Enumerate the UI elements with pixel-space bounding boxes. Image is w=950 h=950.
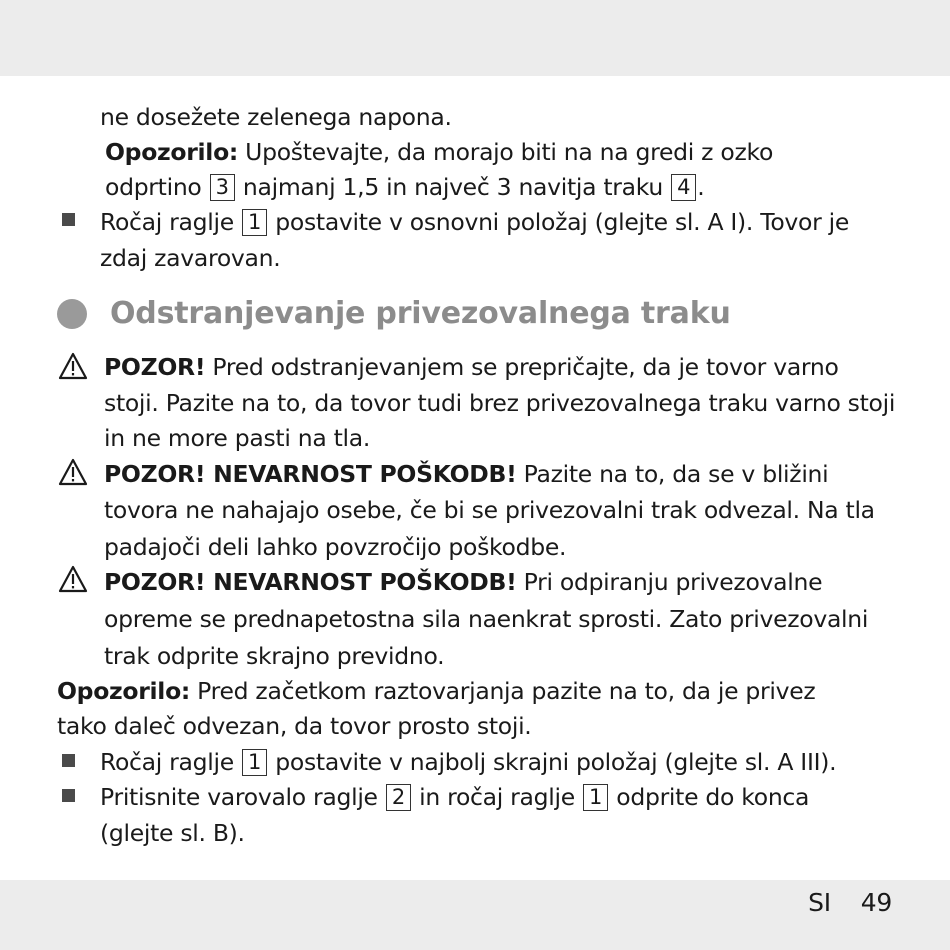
warning-line xyxy=(104,349,839,385)
step-text: zdaj zavarovan. xyxy=(100,244,281,272)
page-footer xyxy=(808,888,892,917)
step-text: postavite v osnovni položaj (glejte sl. A I). Tovor je xyxy=(268,208,850,236)
step-line xyxy=(100,779,809,815)
step-text: in ročaj raglje xyxy=(411,783,583,811)
part-ref-box: 2 xyxy=(386,784,411,811)
warning-text: tovora ne nahajajo osebe, če bi se privezovalni trak odvezal. Na tla xyxy=(104,496,875,524)
part-ref-box: 1 xyxy=(242,209,267,236)
warning-label: POZOR! NEVARNOST POŠKODB! xyxy=(104,460,517,488)
warning-text: Pred odstranjevanjem se prepričajte, da je tovor varno xyxy=(205,353,839,381)
warning-text: stoji. Pazite na to, da tovor tudi brez privezovalnega traku varno stoji xyxy=(104,389,896,417)
note-text: Upoštevajte, da morajo biti na na gredi z ozko xyxy=(238,138,774,166)
warning-text: Pazite na to, da se v bližini xyxy=(516,460,829,488)
warning-line xyxy=(104,601,868,637)
part-ref-box: 1 xyxy=(583,784,608,811)
note-text: odprtino xyxy=(105,173,209,201)
warning-text: opreme se prednapetostna sila naenkrat sprosti. Zato privezovalni xyxy=(104,605,869,633)
note-label: Opozorilo: xyxy=(57,677,191,705)
note-line-2 xyxy=(105,169,704,205)
warning-text: padajoči deli lahko povzročijo poškodbe. xyxy=(104,533,567,561)
warning-label: POZOR! NEVARNOST POŠKODB! xyxy=(104,568,517,596)
intro-text: ne dosežete zelenega napona. xyxy=(100,103,452,131)
step-line xyxy=(100,744,836,780)
warning-line xyxy=(104,564,822,600)
step-line xyxy=(100,204,849,240)
note-text: Pred začetkom raztovarjanja pazite na to, da je privez xyxy=(190,677,816,705)
step-text: odprite do konca xyxy=(609,783,810,811)
bullet-square xyxy=(62,754,75,767)
language-code: SI xyxy=(808,888,831,917)
page-number: 49 xyxy=(860,888,892,917)
top-margin-band xyxy=(0,0,950,76)
section-heading: Odstranjevanje privezovalnega traku xyxy=(110,296,731,331)
note-line-1 xyxy=(105,134,773,170)
part-ref-box: 4 xyxy=(671,174,696,201)
step-text: (glejte sl. B). xyxy=(100,819,245,847)
part-ref-box: 3 xyxy=(210,174,235,201)
step-line xyxy=(100,240,280,276)
warning-line xyxy=(104,456,828,492)
step-text: Pritisnite varovalo raglje xyxy=(100,783,385,811)
warning-triangle-icon xyxy=(58,565,88,593)
note-text: tako daleč odvezan, da tovor prosto stoji. xyxy=(57,712,532,740)
warning-text: in ne more pasti na tla. xyxy=(104,424,371,452)
note-line-1 xyxy=(57,673,815,709)
warning-line xyxy=(104,638,444,674)
note-line-2 xyxy=(57,708,531,744)
step-text: postavite v najbolj skrajni položaj (glejte sl. A III). xyxy=(268,748,837,776)
part-ref-box: 1 xyxy=(242,749,267,776)
section-bullet-dot xyxy=(57,299,87,329)
bullet-square xyxy=(62,789,75,802)
warning-line xyxy=(104,385,895,421)
warning-line xyxy=(104,492,875,528)
warning-text: Pri odpiranju privezovalne xyxy=(516,568,823,596)
step-text: Ročaj raglje xyxy=(100,748,242,776)
warning-line xyxy=(104,420,370,456)
bullet-square xyxy=(62,213,75,226)
warning-triangle-icon xyxy=(58,458,88,486)
note-text: . xyxy=(697,173,705,201)
warning-line xyxy=(104,529,566,565)
intro-line xyxy=(100,99,452,135)
note-label: Opozorilo: xyxy=(105,138,239,166)
warning-label: POZOR! xyxy=(104,353,206,381)
warning-triangle-icon xyxy=(58,352,88,380)
note-text: najmanj 1,5 in največ 3 navitja traku xyxy=(235,173,671,201)
warning-text: trak odprite skrajno previdno. xyxy=(104,642,445,670)
step-text: Ročaj raglje xyxy=(100,208,242,236)
step-line xyxy=(100,815,245,851)
